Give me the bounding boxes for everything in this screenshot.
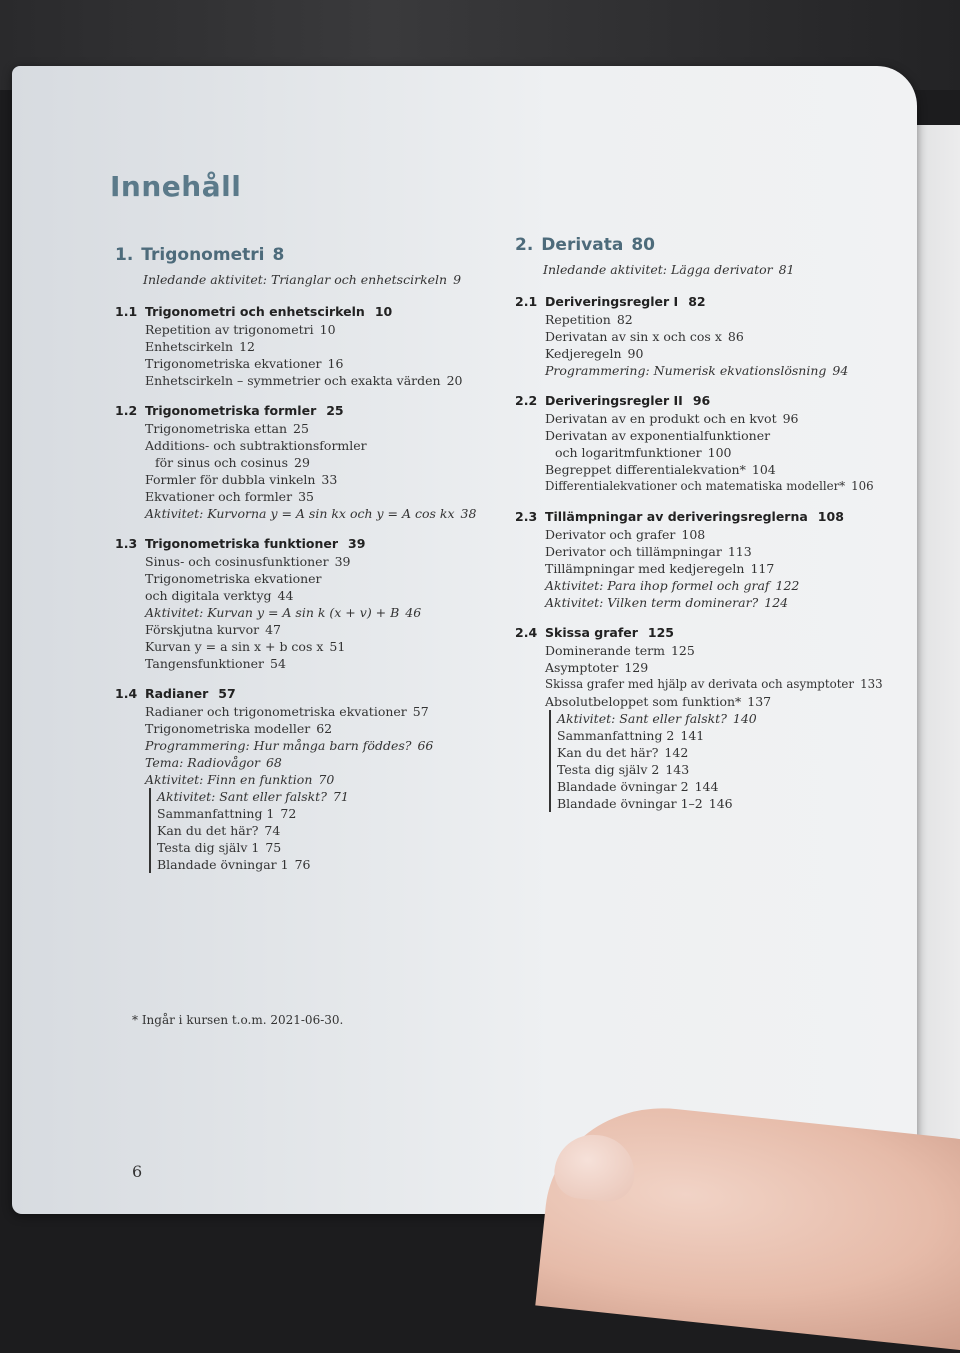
toc-section — [115, 401, 500, 522]
toc-entry: Sammanfattning 1 72 — [157, 806, 297, 821]
section-heading: 2.3 Tillämpningar av deriveringsreglerna 108 — [515, 509, 844, 524]
toc-entry: Additions- och subtraktionsformler — [145, 438, 367, 453]
chapter-heading — [115, 245, 500, 265]
section-heading: 1.3 Trigonometriska funktioner 39 — [115, 536, 366, 551]
toc-entry: Programmering: Numerisk ekvationslösning 94 — [545, 363, 849, 378]
toc-entry: Asymptoter 129 — [545, 660, 649, 675]
toc-section — [115, 534, 500, 672]
toc-section — [115, 302, 500, 389]
section-heading: 1.4 Radianer 57 — [115, 686, 236, 701]
chapter-title: Trigonometri — [141, 245, 265, 265]
intro-entry — [143, 271, 500, 288]
toc-section — [515, 507, 875, 611]
toc-entry: Radianer och trigonometriska ekvationer 57 — [145, 704, 429, 719]
toc-entry: Tillämpningar med kedjeregeln 117 — [545, 561, 775, 576]
toc-entry: Aktivitet: Kurvan y = A sin k (x + v) + B 46 — [145, 605, 422, 620]
toc-entry: Trigonometriska ekvationer 16 — [145, 356, 344, 371]
toc-entry: Begreppet differentialekvation* 104 — [545, 462, 776, 477]
toc-entry: för sinus och cosinus 29 — [155, 455, 310, 470]
toc-entry: Trigonometriska ettan 25 — [145, 421, 309, 436]
toc-section — [515, 391, 875, 495]
toc-entry: Repetition av trigonometri 10 — [145, 322, 336, 337]
toc-entry: Derivatan av exponentialfunktioner — [545, 428, 771, 443]
toc-entry: Blandade övningar 1 76 — [157, 857, 311, 872]
toc-entry: Ekvationer och formler 35 — [145, 489, 314, 504]
toc-entry: Aktivitet: Sant eller falskt? 71 — [157, 789, 349, 804]
section-heading: 2.1 Deriveringsregler I 82 — [515, 294, 706, 309]
toc-entry: Absolutbeloppet som funktion* 137 — [545, 694, 772, 709]
toc-column-right — [515, 235, 883, 824]
chapter-title: Derivata — [541, 235, 624, 255]
toc-entry: Testa dig själv 2 143 — [557, 762, 690, 777]
toc-entry: Kurvan y = a sin x + b cos x 51 — [145, 639, 346, 654]
section-heading: 1.2 Trigonometriska formler 25 — [115, 403, 344, 418]
toc-entry: Testa dig själv 1 75 — [157, 840, 282, 855]
section-heading: 2.2 Deriveringsregler II 96 — [515, 393, 711, 408]
toc-entry: Enhetscirkeln 12 — [145, 339, 255, 354]
section-title: Trigonometri och enhetscirkeln — [145, 304, 365, 319]
chapter-heading — [515, 235, 875, 255]
toc-entry: Skissa grafer med hjälp av derivata och asymptoter 133 — [545, 677, 883, 691]
page-number: 6 — [132, 1162, 143, 1181]
entry-page: 9 — [453, 272, 462, 287]
entry-label: Inledande aktivitet: Trianglar och enhetscirkeln — [143, 272, 448, 287]
page-title: Innehåll — [110, 170, 242, 203]
section-page: 10 — [374, 304, 393, 319]
toc-entry: Tangensfunktioner 54 — [145, 656, 286, 671]
chapter-page: 8 — [272, 245, 285, 265]
toc-entry: Aktivitet: Para ihop formel och graf 122 — [545, 578, 800, 593]
toc-column-left — [115, 245, 500, 885]
chapter-review-group — [549, 710, 875, 812]
toc-entry: Förskjutna kurvor 47 — [145, 622, 281, 637]
toc-entry: Aktivitet: Finn en funktion 70 — [145, 772, 335, 787]
chapter-page: 80 — [631, 235, 655, 255]
toc-entry: Repetition 82 — [545, 312, 633, 327]
intro-entry: Inledande aktivitet: Lägga derivator 81 — [543, 262, 795, 277]
toc-entry: Aktivitet: Vilken term dominerar? 124 — [545, 595, 789, 610]
footnote: * Ingår i kursen t.o.m. 2021-06-30. — [132, 1013, 344, 1027]
toc-entry: Aktivitet: Kurvorna y = A sin kx och y = A cos kx 38 — [145, 506, 477, 521]
toc-entry: Tema: Radiovågor 68 — [145, 755, 282, 770]
toc-entry: Derivator och grafer 108 — [545, 527, 706, 542]
toc-entry: Derivator och tillämpningar 113 — [545, 544, 752, 559]
toc-entry: Formler för dubbla vinkeln 33 — [145, 472, 338, 487]
toc-section — [115, 684, 500, 873]
chapter-number: 1. — [115, 245, 134, 265]
toc-entry: Blandade övningar 2 144 — [557, 779, 719, 794]
toc-entry: Trigonometriska ekvationer — [145, 571, 322, 586]
toc-entry: Kan du det här? 74 — [157, 823, 281, 838]
toc-entry: Sammanfattning 2 141 — [557, 728, 705, 743]
chapter-number: 2. — [515, 235, 534, 255]
toc-entry: Aktivitet: Sant eller falskt? 140 — [557, 711, 757, 726]
toc-entry: Kan du det här? 142 — [557, 745, 689, 760]
toc-entry: Trigonometriska modeller 62 — [145, 721, 333, 736]
toc-entry: Blandade övningar 1–2 146 — [557, 796, 733, 811]
section-number: 1.1 — [115, 304, 138, 319]
toc-section — [515, 623, 883, 812]
toc-entry: Programmering: Hur många barn föddes? 66 — [145, 738, 434, 753]
toc-entry: Derivatan av en produkt och en kvot 96 — [545, 411, 799, 426]
toc-section — [515, 292, 875, 379]
chapter-review-group — [149, 788, 500, 873]
toc-entry: Kedjeregeln 90 — [545, 346, 644, 361]
toc-entry: Differentialekvationer och matematiska modeller* 106 — [545, 479, 874, 493]
toc-entry: och logaritmfunktioner 100 — [555, 445, 732, 460]
toc-entry: och digitala verktyg 44 — [145, 588, 294, 603]
toc-entry: Derivatan av sin x och cos x 86 — [545, 329, 744, 344]
toc-entry: Sinus- och cosinusfunktioner 39 — [145, 554, 351, 569]
toc-entry: Dominerande term 125 — [545, 643, 695, 658]
toc-entry: Enhetscirkeln – symmetrier och exakta värden 20 — [145, 373, 463, 388]
section-heading: 2.4 Skissa grafer 125 — [515, 625, 674, 640]
section-heading — [115, 302, 500, 321]
